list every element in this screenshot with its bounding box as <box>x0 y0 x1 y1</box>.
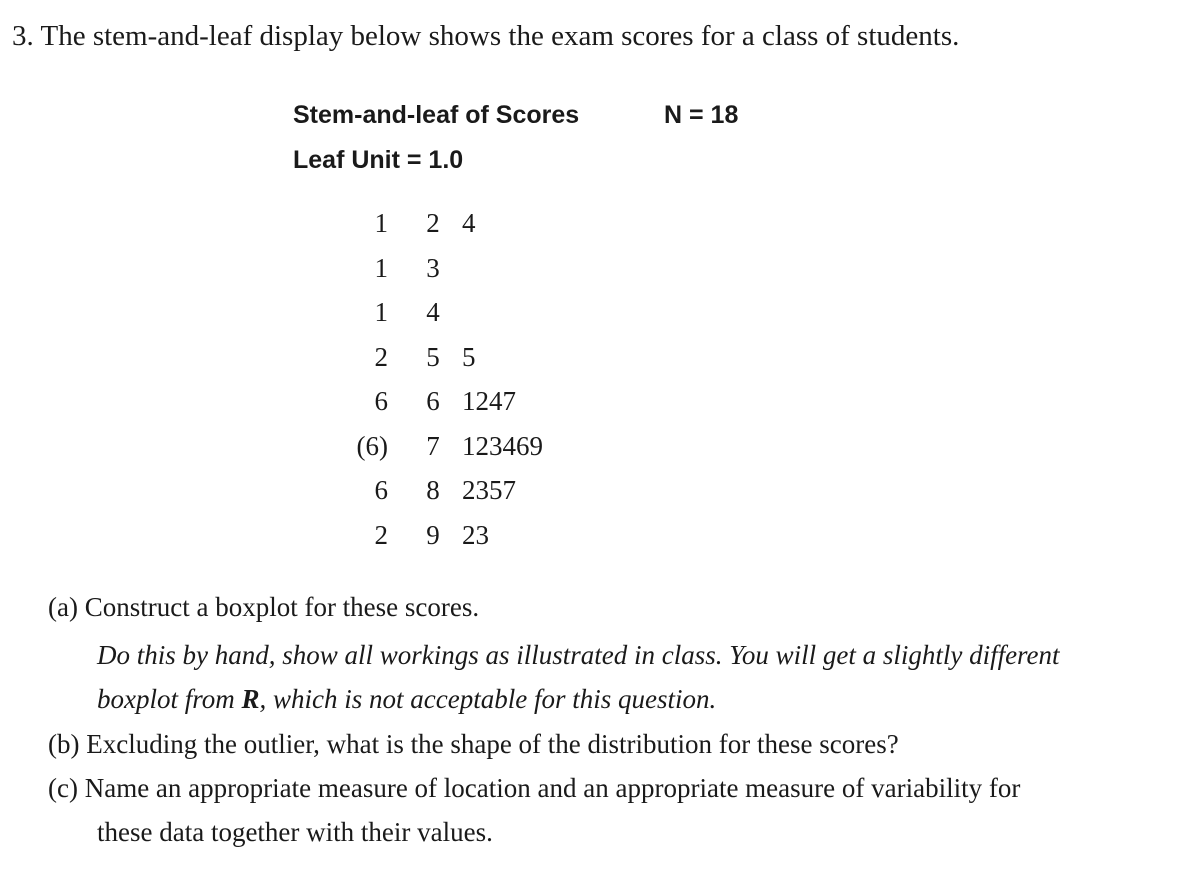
depth-cell: 1 <box>374 208 388 238</box>
display-title: Stem-and-leaf of Scores <box>293 101 580 129</box>
question-number: 3. <box>12 20 34 52</box>
depth-cell: (6) <box>356 430 388 461</box>
depth-cell: 2 <box>374 341 388 372</box>
question-prompt <box>12 20 959 53</box>
question-text: The stem-and-leaf display below shows the exam scores for a class of students. <box>40 20 960 52</box>
part-b <box>48 729 899 760</box>
leaf-cell: 2357 <box>462 475 516 505</box>
leaf-cell: 5 <box>462 341 476 372</box>
part-a-label: (a) <box>48 592 78 622</box>
part-c-text-line2: these data together with their values. <box>97 817 493 847</box>
leaf-cell: 123469 <box>462 430 543 461</box>
leaf-cell: 1247 <box>462 386 516 416</box>
part-a <box>48 592 479 623</box>
part-a-instruction-line2 <box>97 684 716 715</box>
depth-cell: 2 <box>374 519 388 550</box>
leaf-unit-label: Leaf Unit = 1.0 <box>293 146 464 174</box>
leaf-cell: 23 <box>462 519 489 550</box>
part-c-text-line1: Name an appropriate measure of location and an appropriate measure of variability for <box>84 773 1021 803</box>
part-a-text: Construct a boxplot for these scores. <box>84 592 480 622</box>
instruction-suffix: , which is not acceptable for this question. <box>259 684 717 714</box>
part-a-instruction-line1: Do this by hand, show all workings as illustrated in class. You will get a slightly different <box>97 640 1060 670</box>
sample-size-label: N = 18 <box>664 101 739 129</box>
depth-cell: 6 <box>374 475 388 505</box>
part-b-label: (b) <box>48 729 80 759</box>
stem-cell: 6 <box>426 386 440 416</box>
instruction-prefix: boxplot from <box>97 684 242 714</box>
part-b-text: Excluding the outlier, what is the shape of the distribution for these scores? <box>86 729 899 759</box>
stem-cell: 2 <box>426 208 440 238</box>
leaf-cell: 4 <box>462 208 476 238</box>
part-c <box>48 773 1020 804</box>
stem-cell: 5 <box>426 341 440 372</box>
stem-cell: 3 <box>426 252 440 283</box>
depth-cell: 1 <box>374 297 388 327</box>
depth-cell: 1 <box>374 252 388 283</box>
depth-cell: 6 <box>374 386 388 416</box>
part-c-label: (c) <box>48 773 78 803</box>
stem-cell: 4 <box>426 297 440 327</box>
stem-cell: 9 <box>426 519 440 550</box>
stem-cell: 7 <box>426 430 440 461</box>
stem-cell: 8 <box>426 475 440 505</box>
software-name: R <box>241 684 260 714</box>
